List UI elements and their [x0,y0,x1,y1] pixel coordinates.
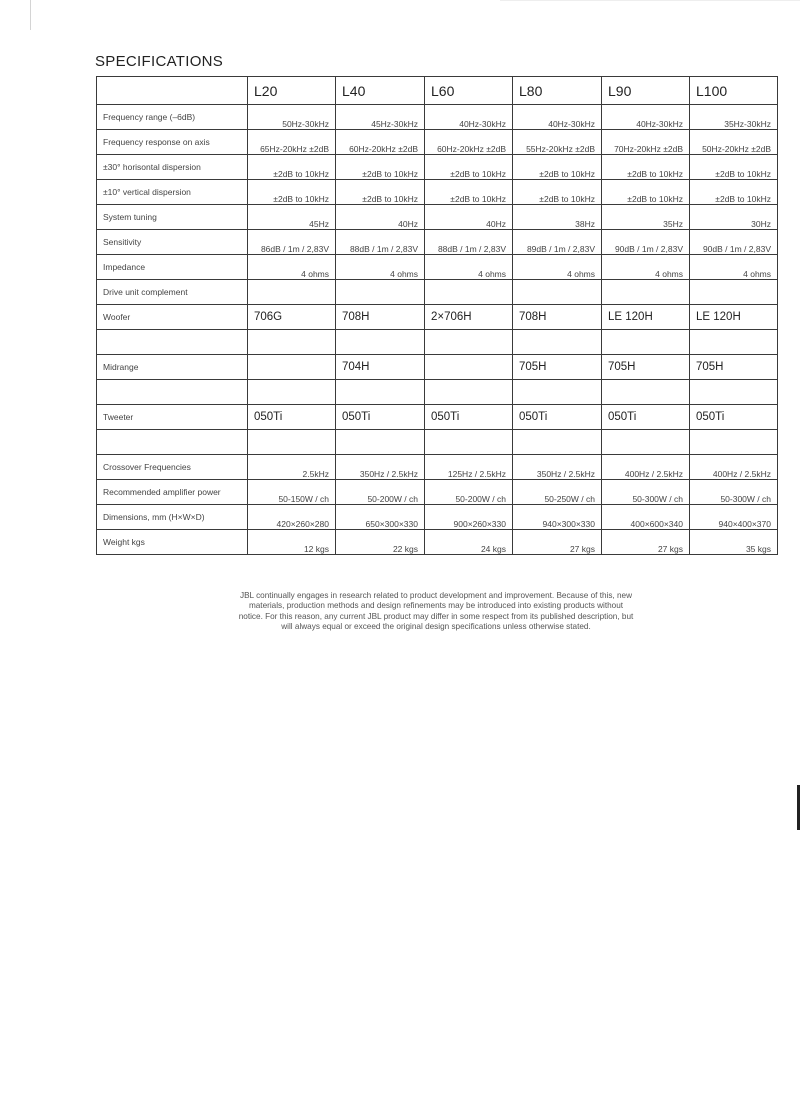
row-label: ±10° vertical dispersion [97,180,248,205]
table-row [97,405,778,430]
table-row [97,355,778,380]
spec-cell [336,430,425,455]
spec-cell: ±2dB to 10kHz [602,180,690,205]
spec-cell: ±2dB to 10kHz [690,155,778,180]
spec-cell: 705H [602,355,690,380]
spec-cell: 704H [336,355,425,380]
spec-cell: 420×260×280 [248,505,336,530]
row-label: ±30° horisontal dispersion [97,155,248,180]
spec-cell: 400Hz / 2.5kHz [602,455,690,480]
model-header: L60 [425,77,513,105]
spec-cell: 708H [513,305,602,330]
spec-cell: 27 kgs [513,530,602,555]
spec-cell: 89dB / 1m / 2,83V [513,230,602,255]
specifications-body [97,105,778,555]
spec-cell: 60Hz-20kHz ±2dB [425,130,513,155]
spec-cell [425,430,513,455]
row-label: Midrange [97,355,248,380]
spec-cell: 940×400×370 [690,505,778,530]
spec-cell: 50-200W / ch [336,480,425,505]
spec-cell: 30Hz [690,205,778,230]
table-row [97,330,778,355]
spec-cell: 050Ti [690,405,778,430]
spec-cell: 35Hz-30kHz [690,105,778,130]
spec-cell: 50-150W / ch [248,480,336,505]
spec-cell [336,280,425,305]
row-label: Dimensions, mm (H×W×D) [97,505,248,530]
header-corner-cell [97,77,248,105]
spec-cell: LE 120H [602,305,690,330]
table-row [97,455,778,480]
spec-cell: ±2dB to 10kHz [425,155,513,180]
model-header: L40 [336,77,425,105]
spec-cell [690,280,778,305]
table-row [97,205,778,230]
spec-cell: 40Hz [425,205,513,230]
spec-cell: ±2dB to 10kHz [336,180,425,205]
spec-cell: 27 kgs [602,530,690,555]
spec-cell: 705H [690,355,778,380]
row-label: Drive unit complement [97,280,248,305]
spec-cell: 40Hz-30kHz [425,105,513,130]
spec-cell [513,380,602,405]
table-row [97,505,778,530]
table-row [97,380,778,405]
spec-cell: 4 ohms [425,255,513,280]
spec-cell: 40Hz-30kHz [513,105,602,130]
table-row [97,255,778,280]
row-label [97,380,248,405]
spec-cell: 050Ti [248,405,336,430]
spec-cell [248,355,336,380]
spec-cell: 86dB / 1m / 2,83V [248,230,336,255]
table-row [97,130,778,155]
model-header: L90 [602,77,690,105]
spec-cell: 40Hz [336,205,425,230]
spec-cell [602,430,690,455]
spec-cell: 40Hz-30kHz [602,105,690,130]
spec-cell [425,280,513,305]
spec-cell: 125Hz / 2.5kHz [425,455,513,480]
spec-cell: 65Hz-20kHz ±2dB [248,130,336,155]
row-label: Sensitivity [97,230,248,255]
spec-cell: 35Hz [602,205,690,230]
page-title: SPECIFICATIONS [95,53,224,70]
spec-cell: 38Hz [513,205,602,230]
spec-cell [602,330,690,355]
spec-cell: 50-200W / ch [425,480,513,505]
spec-cell: 050Ti [336,405,425,430]
spec-cell [425,355,513,380]
spec-cell [513,330,602,355]
spec-cell: 70Hz-20kHz ±2dB [602,130,690,155]
spec-cell: 4 ohms [602,255,690,280]
table-row [97,430,778,455]
spec-cell: ±2dB to 10kHz [513,180,602,205]
spec-cell [690,330,778,355]
spec-cell: 35 kgs [690,530,778,555]
spec-cell [248,380,336,405]
spec-cell: 88dB / 1m / 2,83V [425,230,513,255]
table-row [97,280,778,305]
spec-cell: 90dB / 1m / 2,83V [690,230,778,255]
spec-cell: 50Hz-30kHz [248,105,336,130]
spec-cell [248,430,336,455]
scan-edge-line [30,0,31,30]
spec-cell: 900×260×330 [425,505,513,530]
scan-edge-line-top [500,0,800,1]
spec-cell [248,280,336,305]
spec-cell: ±2dB to 10kHz [248,180,336,205]
row-label: Frequency response on axis [97,130,248,155]
row-label: Frequency range (–6dB) [97,105,248,130]
spec-cell: 45Hz-30kHz [336,105,425,130]
spec-cell: 55Hz-20kHz ±2dB [513,130,602,155]
spec-cell: LE 120H [690,305,778,330]
table-row [97,230,778,255]
row-label: Recommended amplifier power [97,480,248,505]
spec-cell: 24 kgs [425,530,513,555]
spec-cell: ±2dB to 10kHz [248,155,336,180]
spec-cell: 50-300W / ch [690,480,778,505]
spec-cell: 400Hz / 2.5kHz [690,455,778,480]
spec-cell: 705H [513,355,602,380]
row-label: Impedance [97,255,248,280]
specifications-table [96,76,778,555]
spec-cell: 45Hz [248,205,336,230]
model-header: L80 [513,77,602,105]
table-row [97,105,778,130]
table-row [97,305,778,330]
disclaimer-note: JBL continually engages in research related to product development and improvement. Because of this, new materials, production methods and design refinements may be introduced into existing products without notice. For this reason, any current JBL product may differ in some respect from its published description, but will always equal or exceed the original design specifications unless otherwise stated. [238,591,634,631]
spec-cell: 50Hz-20kHz ±2dB [690,130,778,155]
spec-cell: 22 kgs [336,530,425,555]
spec-cell: 2×706H [425,305,513,330]
spec-cell: 4 ohms [336,255,425,280]
spec-cell: 4 ohms [248,255,336,280]
spec-cell: 050Ti [425,405,513,430]
spec-cell [513,430,602,455]
spec-cell: 940×300×330 [513,505,602,530]
spec-cell: ±2dB to 10kHz [513,155,602,180]
row-label [97,330,248,355]
table-header-row [97,77,778,105]
row-label: Weight kgs [97,530,248,555]
spec-cell: 350Hz / 2.5kHz [513,455,602,480]
table-row [97,180,778,205]
spec-cell: 4 ohms [690,255,778,280]
spec-cell: 50-250W / ch [513,480,602,505]
spec-cell [336,380,425,405]
spec-cell [602,380,690,405]
spec-cell [690,430,778,455]
spec-cell [690,380,778,405]
row-label: Woofer [97,305,248,330]
spec-cell: 650×300×330 [336,505,425,530]
row-label: Crossover Frequencies [97,455,248,480]
spec-cell: 050Ti [602,405,690,430]
spec-cell [513,280,602,305]
table-row [97,155,778,180]
spec-cell: 60Hz-20kHz ±2dB [336,130,425,155]
spec-cell: 90dB / 1m / 2,83V [602,230,690,255]
spec-cell: 350Hz / 2.5kHz [336,455,425,480]
spec-cell: 12 kgs [248,530,336,555]
spec-cell: 88dB / 1m / 2,83V [336,230,425,255]
spec-cell: 400×600×340 [602,505,690,530]
table-row [97,480,778,505]
spec-cell: 706G [248,305,336,330]
spec-cell: ±2dB to 10kHz [602,155,690,180]
spec-cell: ±2dB to 10kHz [425,180,513,205]
spec-cell: 2.5kHz [248,455,336,480]
spec-cell: ±2dB to 10kHz [690,180,778,205]
spec-cell [425,380,513,405]
spec-cell: 50-300W / ch [602,480,690,505]
spec-cell: ±2dB to 10kHz [336,155,425,180]
spec-cell [425,330,513,355]
spec-cell: 708H [336,305,425,330]
model-header: L100 [690,77,778,105]
row-label: Tweeter [97,405,248,430]
row-label: System tuning [97,205,248,230]
spec-cell [336,330,425,355]
spec-cell [248,330,336,355]
spec-cell: 4 ohms [513,255,602,280]
spec-cell [602,280,690,305]
model-header: L20 [248,77,336,105]
table-row [97,530,778,555]
row-label [97,430,248,455]
spec-cell: 050Ti [513,405,602,430]
